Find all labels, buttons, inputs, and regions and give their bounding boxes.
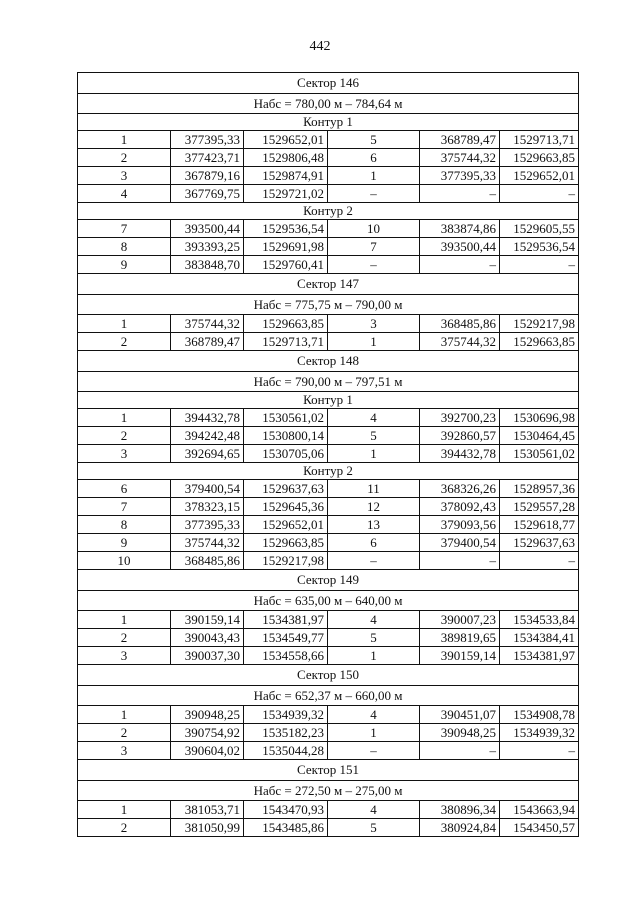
contour-label-row [78,114,579,131]
point-number-cell: 2 [78,333,171,351]
sector-title: Сектор 149 [78,570,579,591]
coord-x-cell: 383848,70 [171,256,244,274]
point-number-cell: 9 [78,256,171,274]
coord-x-cell: 383874,86 [420,220,500,238]
coord-x-cell: 390037,30 [171,647,244,665]
table-row [78,516,579,534]
coord-y-cell: 1535044,28 [244,742,328,760]
point-number-cell: 1 [78,315,171,333]
coord-y-cell: 1534549,77 [244,629,328,647]
coord-x-cell: 390451,07 [420,706,500,724]
coord-y-cell: 1534384,41 [500,629,579,647]
coord-x-cell: 390159,14 [171,611,244,629]
coord-x-cell: 390007,23 [420,611,500,629]
contour-label: Контур 2 [78,463,579,480]
coord-x-cell: 393500,44 [420,238,500,256]
coord-y-cell: 1529536,54 [500,238,579,256]
coord-x-cell: 377395,33 [171,131,244,149]
point-number-cell: 5 [328,131,420,149]
coord-x-cell: 393393,25 [171,238,244,256]
point-number-cell: 4 [328,409,420,427]
point-number-cell: 3 [78,445,171,463]
table-row [78,534,579,552]
contour-label: Контур 2 [78,203,579,220]
coord-x-cell: 392694,65 [171,445,244,463]
point-number-cell: – [328,552,420,570]
height-range: Набс = 635,00 м – 640,00 м [78,590,579,611]
coord-x-cell: 389819,65 [420,629,500,647]
coord-x-cell: 393500,44 [171,220,244,238]
coord-y-cell: 1530696,98 [500,409,579,427]
contour-label: Контур 1 [78,392,579,409]
coord-x-cell: 390948,25 [171,706,244,724]
point-number-cell: 2 [78,629,171,647]
height-range-row [78,685,579,706]
coord-x-cell: 368326,26 [420,480,500,498]
sector-title-row [78,73,579,94]
table-row [78,706,579,724]
coord-y-cell: 1529691,98 [244,238,328,256]
table-row [78,409,579,427]
table-row [78,647,579,665]
coord-x-cell: 392700,23 [420,409,500,427]
table-row [78,742,579,760]
point-number-cell: 8 [78,516,171,534]
coord-x-cell: – [420,552,500,570]
coord-y-cell: 1543663,94 [500,801,579,819]
table-row [78,149,579,167]
sector-title: Сектор 150 [78,665,579,686]
coord-y-cell: 1529637,63 [244,480,328,498]
coord-y-cell: 1529217,98 [500,315,579,333]
coord-y-cell: 1529663,85 [500,333,579,351]
coord-x-cell: 390043,43 [171,629,244,647]
table-row [78,552,579,570]
height-range: Набс = 780,00 м – 784,64 м [78,93,579,114]
point-number-cell: 3 [78,167,171,185]
table-row [78,220,579,238]
coord-y-cell: 1529713,71 [244,333,328,351]
point-number-cell: 4 [78,185,171,203]
height-range-row [78,371,579,392]
coord-x-cell: 390754,92 [171,724,244,742]
table-row [78,629,579,647]
coord-y-cell: 1530561,02 [244,409,328,427]
point-number-cell: 1 [328,724,420,742]
coord-x-cell: 378323,15 [171,498,244,516]
coord-x-cell: 377423,71 [171,149,244,167]
coord-y-cell: – [500,256,579,274]
coord-x-cell: 375744,32 [420,149,500,167]
sector-title-row [78,351,579,372]
table-row [78,480,579,498]
coord-x-cell: 377395,33 [171,516,244,534]
coord-x-cell: 367769,75 [171,185,244,203]
point-number-cell: 4 [328,706,420,724]
coord-y-cell: 1529652,01 [244,516,328,534]
point-number-cell: 3 [78,742,171,760]
table-row [78,445,579,463]
height-range: Набс = 790,00 м – 797,51 м [78,371,579,392]
point-number-cell: – [328,742,420,760]
contour-label-row [78,392,579,409]
coord-x-cell: 379400,54 [171,480,244,498]
point-number-cell: 8 [78,238,171,256]
point-number-cell: 7 [78,498,171,516]
coord-y-cell: 1529652,01 [244,131,328,149]
coord-y-cell: 1529663,85 [244,534,328,552]
coord-y-cell: 1529721,02 [244,185,328,203]
table-row [78,611,579,629]
height-range-row [78,93,579,114]
coord-y-cell: 1535182,23 [244,724,328,742]
point-number-cell: 5 [328,819,420,837]
table-row [78,498,579,516]
point-number-cell: 9 [78,534,171,552]
point-number-cell: 2 [78,819,171,837]
point-number-cell: 2 [78,427,171,445]
coord-y-cell: 1529637,63 [500,534,579,552]
coord-y-cell: 1529760,41 [244,256,328,274]
point-number-cell: 12 [328,498,420,516]
coord-x-cell: – [420,742,500,760]
coord-x-cell: 368485,86 [420,315,500,333]
coord-y-cell: 1534939,32 [500,724,579,742]
sector-title: Сектор 146 [78,73,579,94]
sector-title: Сектор 147 [78,274,579,295]
coord-x-cell: 368789,47 [171,333,244,351]
contour-label-row [78,203,579,220]
height-range-row [78,294,579,315]
table-row [78,819,579,837]
point-number-cell: 10 [78,552,171,570]
coord-x-cell: 378092,43 [420,498,500,516]
coord-y-cell: 1534939,32 [244,706,328,724]
table-row [78,724,579,742]
coord-y-cell: 1534558,66 [244,647,328,665]
point-number-cell: 10 [328,220,420,238]
coord-y-cell: 1534381,97 [500,647,579,665]
coord-x-cell: 379400,54 [420,534,500,552]
coord-y-cell: 1529536,54 [244,220,328,238]
point-number-cell: 2 [78,724,171,742]
page-number: 442 [309,39,331,54]
coordinates-table [77,72,579,837]
table-row [78,238,579,256]
coord-x-cell: 390604,02 [171,742,244,760]
height-range: Набс = 272,50 м – 275,00 м [78,780,579,801]
point-number-cell: 1 [328,445,420,463]
coord-y-cell: 1529645,36 [244,498,328,516]
point-number-cell: 6 [78,480,171,498]
coord-x-cell: 375744,32 [171,534,244,552]
coord-y-cell: 1529652,01 [500,167,579,185]
coord-x-cell: 394432,78 [420,445,500,463]
coord-y-cell: 1529874,91 [244,167,328,185]
coord-y-cell: – [500,552,579,570]
point-number-cell: 1 [78,131,171,149]
coord-x-cell: 392860,57 [420,427,500,445]
point-number-cell: 1 [78,409,171,427]
coord-x-cell: 394242,48 [171,427,244,445]
coord-x-cell: 380924,84 [420,819,500,837]
table-row [78,333,579,351]
point-number-cell: 7 [328,238,420,256]
height-range-row [78,780,579,801]
coord-y-cell: 1529618,77 [500,516,579,534]
coord-y-cell: 1543470,93 [244,801,328,819]
point-number-cell: 7 [78,220,171,238]
coord-x-cell: 368789,47 [420,131,500,149]
table-row [78,256,579,274]
coord-x-cell: 375744,32 [171,315,244,333]
height-range-row [78,590,579,611]
table-row [78,185,579,203]
table-row [78,131,579,149]
point-number-cell: 1 [328,167,420,185]
coord-y-cell: 1529557,28 [500,498,579,516]
table-row [78,315,579,333]
coord-x-cell: 367879,16 [171,167,244,185]
coord-y-cell: 1529663,85 [244,315,328,333]
coord-x-cell: 381053,71 [171,801,244,819]
table-row [78,801,579,819]
coord-y-cell: – [500,742,579,760]
point-number-cell: 2 [78,149,171,167]
point-number-cell: 4 [328,801,420,819]
point-number-cell: 1 [78,801,171,819]
coord-x-cell: – [420,256,500,274]
coord-y-cell: 1529217,98 [244,552,328,570]
coord-y-cell: 1529713,71 [500,131,579,149]
sector-title-row [78,760,579,781]
coord-y-cell: 1529663,85 [500,149,579,167]
point-number-cell: – [328,256,420,274]
contour-label: Контур 1 [78,114,579,131]
point-number-cell: 1 [78,706,171,724]
point-number-cell: 6 [328,149,420,167]
point-number-cell: 5 [328,629,420,647]
point-number-cell: 1 [328,647,420,665]
coord-y-cell: 1543485,86 [244,819,328,837]
coord-y-cell: 1534533,84 [500,611,579,629]
table-row [78,167,579,185]
coord-y-cell: 1534908,78 [500,706,579,724]
point-number-cell: 3 [328,315,420,333]
point-number-cell: 6 [328,534,420,552]
coord-y-cell: – [500,185,579,203]
coord-x-cell: 380896,34 [420,801,500,819]
contour-label-row [78,463,579,480]
coord-y-cell: 1530800,14 [244,427,328,445]
point-number-cell: 5 [328,427,420,445]
coord-y-cell: 1530705,06 [244,445,328,463]
point-number-cell: 4 [328,611,420,629]
coord-y-cell: 1529806,48 [244,149,328,167]
sector-title-row [78,570,579,591]
coord-x-cell: 379093,56 [420,516,500,534]
coord-x-cell: 390159,14 [420,647,500,665]
sector-title-row [78,665,579,686]
point-number-cell: 3 [78,647,171,665]
coord-x-cell: – [420,185,500,203]
coord-x-cell: 377395,33 [420,167,500,185]
point-number-cell: 1 [328,333,420,351]
coord-x-cell: 390948,25 [420,724,500,742]
coord-y-cell: 1530561,02 [500,445,579,463]
coord-y-cell: 1543450,57 [500,819,579,837]
sector-title-row [78,274,579,295]
coord-y-cell: 1534381,97 [244,611,328,629]
table-row [78,427,579,445]
height-range: Набс = 652,37 м – 660,00 м [78,685,579,706]
coord-x-cell: 394432,78 [171,409,244,427]
coord-y-cell: 1530464,45 [500,427,579,445]
height-range: Набс = 775,75 м – 790,00 м [78,294,579,315]
point-number-cell: 11 [328,480,420,498]
coord-x-cell: 368485,86 [171,552,244,570]
point-number-cell: 1 [78,611,171,629]
sector-title: Сектор 148 [78,351,579,372]
sector-title: Сектор 151 [78,760,579,781]
coord-x-cell: 375744,32 [420,333,500,351]
point-number-cell: 13 [328,516,420,534]
point-number-cell: – [328,185,420,203]
coord-y-cell: 1529605,55 [500,220,579,238]
coord-y-cell: 1528957,36 [500,480,579,498]
coord-x-cell: 381050,99 [171,819,244,837]
